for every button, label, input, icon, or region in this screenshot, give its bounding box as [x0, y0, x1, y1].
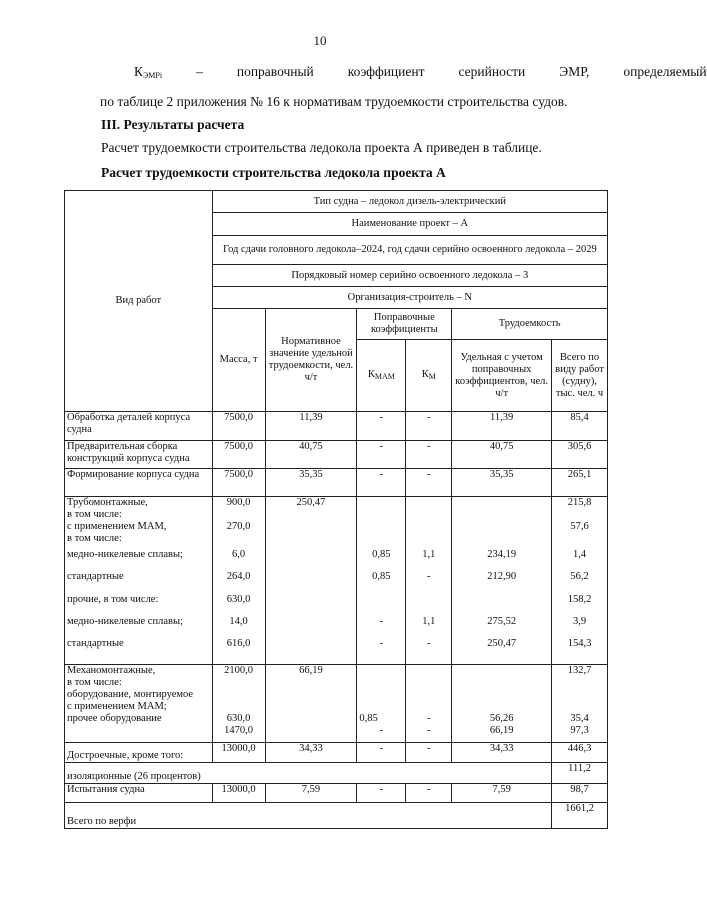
header-years: Год сдачи головного ледокола–2024, год сдачи серийно освоенного ледокола – 2029 [212, 236, 607, 265]
col-specific-header: Удельная с учетом поправочных коэффициентов, чел. ч/т [452, 340, 552, 412]
col-total-header: Всего по виду работ (судну), тыс. чел. ч [552, 340, 608, 412]
pipe-label: Трубомонтажные, [67, 497, 148, 508]
table-row-insulation: изоляционные (26 процентов) 111,2 [65, 763, 608, 784]
intro-line-1 [100, 63, 707, 84]
table-row: Обработка деталей корпуса судна 7500,0 11,39 - - 11,39 85,4 [65, 412, 608, 441]
table-row: Формирование корпуса судна 7500,0 35,35 - - 35,35 265,1 [65, 469, 608, 497]
intro-word: коэффициент [347, 64, 425, 79]
page-number: 10 [313, 33, 327, 48]
table-row-tests: Испытания судна 13000,0 7,59 - - 7,59 98,7 [65, 784, 608, 803]
intro-word: ЭМР, [559, 64, 590, 79]
intro-word: поправочный [236, 64, 314, 79]
col-work-header: Вид работ [65, 191, 213, 412]
section-heading: III. Результаты расчета [101, 117, 245, 132]
intro-paragraph [66, 63, 707, 110]
col-labor-group-header: Трудоемкость [452, 309, 608, 340]
col-kmam-header: $К_{МАМ}$ [357, 340, 406, 412]
header-builder: Организация-строитель – N [212, 287, 607, 309]
table-row-mech: Механомонтажные, в том числе: оборудование, монтируемое с применением МАМ; прочее оборудование 2100,0 630,0 1470,0 66,19 0,85 - - - 56,26 66,19 132,7 35,4 97,3 [65, 665, 608, 743]
table-row: Предварительная сборка конструкций корпуса судна 7500,0 40,75 - - 40,75 305,6 [65, 441, 608, 469]
intro-line-2: по таблице 2 приложения № 16 к нормативам трудоемкости строительства судов. [100, 94, 568, 109]
col-km-header: $К_М$ [406, 340, 452, 412]
col-norm-header: Нормативное значение удельной трудоемкости, чел. ч/т [265, 309, 357, 412]
table-row-pipe: Трубомонтажные, в том числе: с применением МАМ, в том числе: медно-никелевые сплавы; стандартные прочие, в том числе: медно-никелевые сплавы; стандартные 900,0 270,0 6,0 264,0 630,0 14,0 616,0 250,47 0,85 0,85 - - 1,1 - 1,1 - 234,19 212,90 275,52 250,47 215,8 57,6 1,4 56,2 158,2 3,9 154,3 [65, 497, 608, 665]
table-row-grand-total: Всего по верфи 1661,2 [65, 803, 608, 829]
header-ship-type: Тип судна – ледокол дизель-электрический [212, 191, 607, 213]
header-project: Наименование проект – А [212, 213, 607, 236]
table-row-finishing: Достроечные, кроме того: 13000,0 34,33 - - 34,33 446,3 [65, 743, 608, 763]
k-symbol: $К_{ЭМРi}$ [134, 64, 163, 80]
section-text: Расчет трудоемкости строительства ледокола проекта А приведен в таблице. [101, 140, 542, 155]
labor-table [64, 190, 608, 829]
table-caption: Расчет трудоемкости строительства ледокола проекта А [101, 165, 446, 180]
intro-word: определяемый [623, 64, 707, 79]
header-serial-number: Порядковый номер серийно освоенного ледокола – 3 [212, 265, 607, 287]
intro-word: серийности [458, 64, 526, 79]
col-coef-group-header: Поправочные коэффициенты [357, 309, 452, 340]
col-mass-header: Масса, т [212, 309, 265, 412]
intro-word: – [196, 64, 203, 79]
